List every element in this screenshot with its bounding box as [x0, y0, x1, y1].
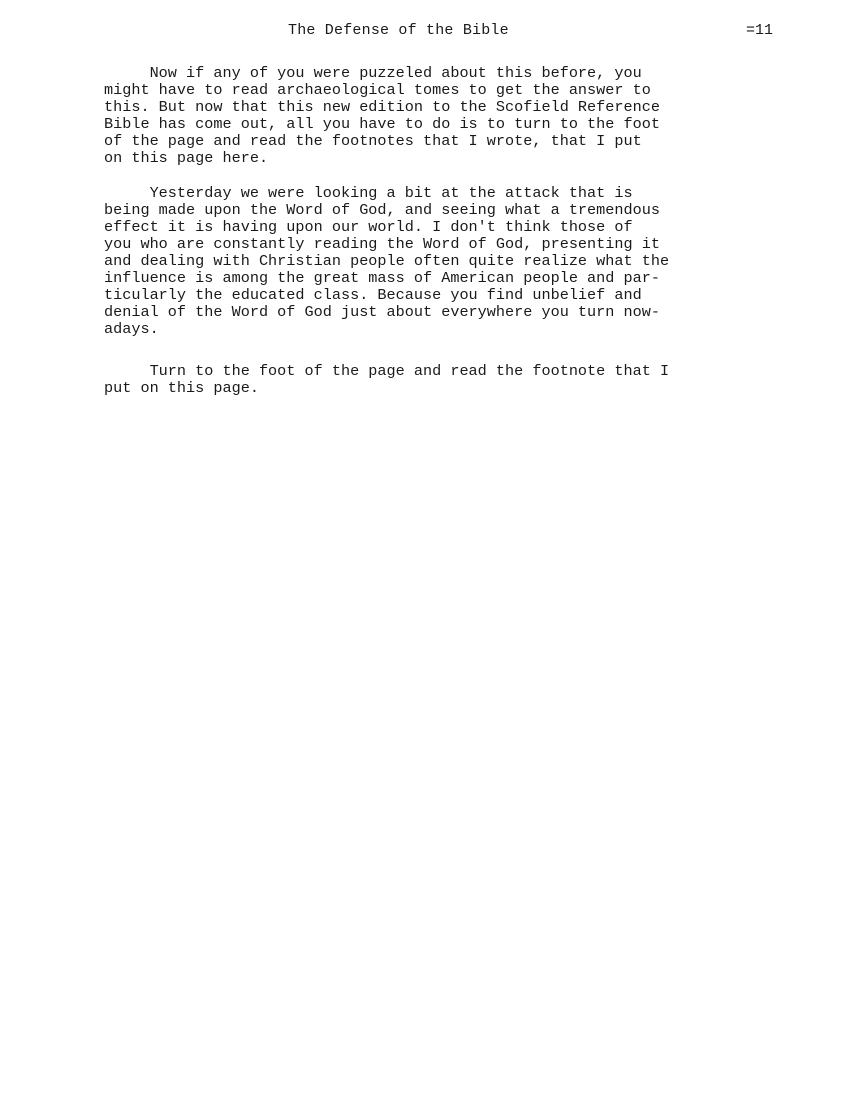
text-line: and dealing with Christian people often quite realize what the	[104, 252, 670, 270]
text-line: ticularly the educated class. Because you find unbelief and	[104, 286, 642, 304]
text-line: being made upon the Word of God, and seeing what a tremendous	[104, 201, 660, 219]
text-line: of the page and read the footnotes that I wrote, that I put	[104, 132, 642, 150]
paragraph-2	[104, 185, 764, 338]
paragraph-1	[104, 65, 764, 167]
text-line: put on this page.	[104, 379, 259, 397]
text-line: Bible has come out, all you have to do is to turn to the foot	[104, 115, 660, 133]
text-line: might have to read archaeological tomes to get the answer to	[104, 81, 651, 99]
text-line: Turn to the foot of the page and read the footnote that I	[104, 362, 670, 380]
text-line: denial of the Word of God just about everywhere you turn now-	[104, 303, 660, 321]
page-number: =11	[746, 22, 774, 39]
text-line: Now if any of you were puzzeled about this before, you	[104, 64, 642, 82]
text-line: this. But now that this new edition to the Scofield Reference	[104, 98, 660, 116]
text-line: adays.	[104, 320, 159, 338]
text-line: effect it is having upon our world. I don't think those of	[104, 218, 633, 236]
text-line: you who are constantly reading the Word of God, presenting it	[104, 235, 660, 253]
page-title: The Defense of the Bible	[288, 22, 509, 39]
text-line: Yesterday we were looking a bit at the attack that is	[104, 184, 633, 202]
text-line: on this page here.	[104, 149, 269, 167]
paragraph-3	[104, 363, 764, 397]
text-line: influence is among the great mass of American people and par-	[104, 269, 660, 287]
